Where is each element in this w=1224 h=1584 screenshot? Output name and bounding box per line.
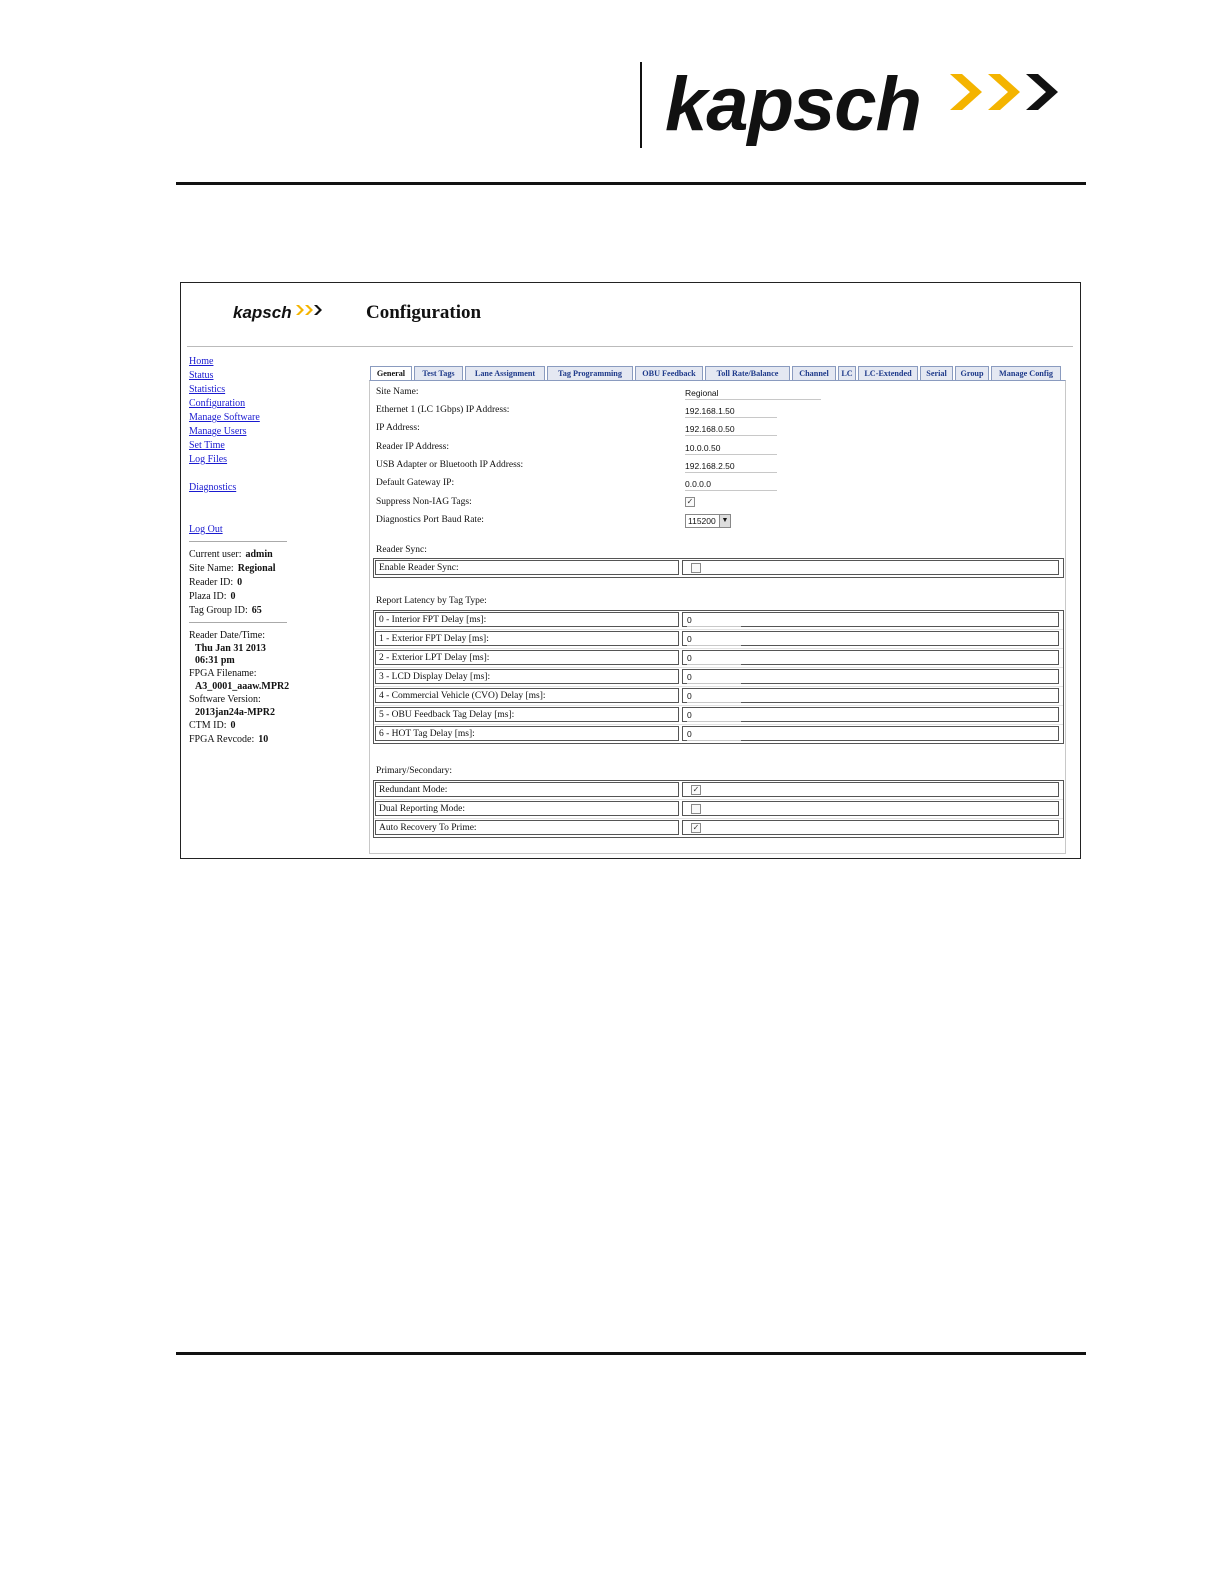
latency-row-cell xyxy=(682,669,1059,684)
nav-spacer xyxy=(189,467,289,481)
reader-date-value: Thu Jan 31 2013 xyxy=(195,643,266,654)
fpga-filename-value: A3_0001_aaaw.MPR2 xyxy=(195,681,290,692)
tab-test-tags[interactable]: Test Tags xyxy=(414,366,463,380)
suppress-field-row xyxy=(376,494,1056,512)
reader-id-value: 0 xyxy=(237,577,243,588)
redundant-mode-checkbox[interactable]: ✓ xyxy=(692,785,700,794)
screenshot-frame xyxy=(180,282,1081,859)
latency-row-cell xyxy=(682,631,1059,646)
latency-row-label: 5 - OBU Feedback Tag Delay [ms]: xyxy=(375,707,679,722)
table-row xyxy=(374,611,1063,630)
kapsch-logo xyxy=(665,60,1085,150)
tab-channel[interactable]: Channel xyxy=(792,366,836,380)
nav-logout-link[interactable]: Log Out xyxy=(189,524,223,535)
reader-ip-label: Reader IP Address: xyxy=(376,442,449,452)
latency-table xyxy=(373,610,1064,744)
reader-ip-input[interactable]: 10.0.0.50 xyxy=(685,442,777,455)
tab-lc-extended[interactable]: LC-Extended xyxy=(858,366,918,380)
table-row xyxy=(374,819,1063,837)
software-version-value: 2013jan24a-MPR2 xyxy=(195,707,275,718)
current-user-row: Current user: admin xyxy=(189,549,273,560)
latency-input[interactable]: 0 xyxy=(687,614,741,627)
auto-recovery-checkbox[interactable]: ✓ xyxy=(692,823,700,832)
enable-reader-sync-checkbox[interactable] xyxy=(691,563,701,573)
usb-ip-field-row xyxy=(376,457,1056,475)
nav-manage-users-link[interactable]: Manage Users xyxy=(189,426,247,437)
tab-lane-assignment[interactable]: Lane Assignment xyxy=(465,366,545,380)
latency-row-label: 6 - HOT Tag Delay [ms]: xyxy=(375,726,679,741)
latency-row-label: 3 - LCD Display Delay [ms]: xyxy=(375,669,679,684)
reader-datetime-label: Reader Date/Time: xyxy=(189,630,266,641)
enable-reader-sync-cell xyxy=(682,560,1059,575)
dual-reporting-mode-cell xyxy=(682,801,1059,816)
table-row xyxy=(374,706,1063,725)
ip-address-label: IP Address: xyxy=(376,423,420,433)
latency-input[interactable]: 0 xyxy=(687,671,741,684)
reader-time-value: 06:31 pm xyxy=(195,655,235,666)
baud-field-row xyxy=(376,512,1056,530)
latency-row-label: 1 - Exterior FPT Delay [ms]: xyxy=(375,631,679,646)
nav-configuration-link[interactable]: Configuration xyxy=(189,398,246,409)
latency-input[interactable]: 0 xyxy=(687,728,741,741)
latency-title: Report Latency by Tag Type: xyxy=(376,596,487,606)
site-name-label: Site Name: xyxy=(376,387,419,397)
plaza-id-row: Plaza ID: 0 xyxy=(189,591,236,602)
current-user-value: admin xyxy=(245,549,273,560)
tag-group-id-value: 65 xyxy=(251,605,262,616)
tab-toll-rate-balance[interactable]: Toll Rate/Balance xyxy=(705,366,790,380)
site-name-field-row xyxy=(376,384,1056,402)
eth1-ip-input[interactable]: 192.168.1.50 xyxy=(685,405,777,418)
dual-reporting-mode-label: Dual Reporting Mode: xyxy=(375,801,679,816)
reader-sync-title: Reader Sync: xyxy=(376,545,427,555)
nav-diagnostics-link[interactable]: Diagnostics xyxy=(189,482,237,493)
sidebar-divider xyxy=(189,622,287,623)
redundant-mode-cell xyxy=(682,782,1059,797)
page-title: Configuration xyxy=(366,302,482,323)
latency-row-label: 4 - Commercial Vehicle (CVO) Delay [ms]: xyxy=(375,688,679,703)
site-name-value: Regional xyxy=(237,563,276,574)
table-row xyxy=(374,687,1063,706)
logo-arrows-icon xyxy=(948,68,1068,128)
software-version-label: Software Version: xyxy=(189,694,261,705)
tab-tag-programming[interactable]: Tag Programming xyxy=(547,366,633,380)
sidebar-divider xyxy=(189,541,287,542)
baud-select[interactable] xyxy=(685,514,731,528)
site-name-input[interactable]: Regional xyxy=(685,387,821,400)
site-name-row: Site Name: Regional xyxy=(189,563,276,574)
tab-general[interactable]: General xyxy=(370,366,412,381)
tab-group[interactable]: Group xyxy=(955,366,989,380)
baud-select-value: 115200 xyxy=(688,516,716,526)
nav-statistics-link[interactable]: Statistics xyxy=(189,384,226,395)
chevron-down-icon[interactable]: ▼ xyxy=(719,515,730,527)
app-logo-arrows-icon xyxy=(296,304,326,318)
nav-status-link[interactable]: Status xyxy=(189,370,214,381)
reader-id-row: Reader ID: 0 xyxy=(189,577,243,588)
table-row xyxy=(374,559,1063,577)
tab-obu-feedback[interactable]: OBU Feedback xyxy=(635,366,703,380)
top-rule xyxy=(176,182,1086,185)
fpga-revcode-row: FPGA Revcode: 10 xyxy=(189,734,269,745)
nav-manage-software-link[interactable]: Manage Software xyxy=(189,412,260,423)
sidebar xyxy=(189,355,289,747)
auto-recovery-label: Auto Recovery To Prime: xyxy=(375,820,679,835)
eth1-ip-label: Ethernet 1 (LC 1Gbps) IP Address: xyxy=(376,405,510,415)
latency-row-label: 0 - Interior FPT Delay [ms]: xyxy=(375,612,679,627)
table-row xyxy=(374,668,1063,687)
app-logo xyxy=(233,301,343,325)
latency-row-cell xyxy=(682,707,1059,722)
header-divider xyxy=(640,62,642,148)
ctm-id-row: CTM ID: 0 xyxy=(189,720,236,731)
ctm-id-value: 0 xyxy=(230,720,236,731)
suppress-label: Suppress Non-IAG Tags: xyxy=(376,497,472,507)
nav-set-time-link[interactable]: Set Time xyxy=(189,440,225,451)
config-tabs xyxy=(370,366,1063,380)
latency-row-label: 2 - Exterior LPT Delay [ms]: xyxy=(375,650,679,665)
fpga-revcode-value: 10 xyxy=(258,734,269,745)
latency-input[interactable]: 0 xyxy=(687,690,741,703)
table-row xyxy=(374,630,1063,649)
nav-spacer xyxy=(189,495,289,523)
app-logo-wordmark: kapsch xyxy=(233,303,292,322)
dual-reporting-mode-checkbox[interactable] xyxy=(691,804,701,814)
nav-home-link[interactable]: Home xyxy=(189,356,214,367)
suppress-checkbox[interactable]: ✓ xyxy=(686,497,694,506)
gateway-input[interactable]: 0.0.0.0 xyxy=(685,478,777,491)
reader-ip-field-row xyxy=(376,439,1056,457)
latency-row-cell xyxy=(682,650,1059,665)
tab-manage-config[interactable]: Manage Config xyxy=(991,366,1061,380)
auto-recovery-cell xyxy=(682,820,1059,835)
logo-wordmark: kapsch xyxy=(665,62,921,147)
tab-lc[interactable]: LC xyxy=(838,366,856,380)
usb-ip-input[interactable]: 192.168.2.50 xyxy=(685,460,777,473)
redundant-mode-label: Redundant Mode: xyxy=(375,782,679,797)
gateway-label: Default Gateway IP: xyxy=(376,478,455,488)
table-row xyxy=(374,781,1063,800)
bottom-rule xyxy=(176,1352,1086,1355)
latency-input[interactable]: 0 xyxy=(687,652,741,665)
general-panel xyxy=(369,380,1066,854)
table-row xyxy=(374,725,1063,743)
fpga-filename-label: FPGA Filename: xyxy=(189,668,257,679)
latency-row-cell xyxy=(682,688,1059,703)
nav-log-files-link[interactable]: Log Files xyxy=(189,454,228,465)
table-row xyxy=(374,800,1063,819)
tag-group-id-row: Tag Group ID: 65 xyxy=(189,605,262,616)
plaza-id-value: 0 xyxy=(230,591,236,602)
header-rule xyxy=(187,346,1073,347)
latency-input[interactable]: 0 xyxy=(687,633,741,646)
latency-row-cell xyxy=(682,726,1059,741)
latency-input[interactable]: 0 xyxy=(687,709,741,722)
ip-address-field-row xyxy=(376,420,1056,438)
eth1-ip-field-row xyxy=(376,402,1056,420)
table-row xyxy=(374,649,1063,668)
sidebar-nav xyxy=(189,355,289,537)
baud-label: Diagnostics Port Baud Rate: xyxy=(376,515,484,525)
tab-serial[interactable]: Serial xyxy=(920,366,953,380)
reader-sync-table xyxy=(373,558,1064,578)
usb-ip-label: USB Adapter or Bluetooth IP Address: xyxy=(376,460,524,470)
latency-row-cell xyxy=(682,612,1059,627)
primary-secondary-title: Primary/Secondary: xyxy=(376,766,452,776)
primary-secondary-table xyxy=(373,780,1064,838)
gateway-field-row xyxy=(376,475,1056,493)
ip-address-input[interactable]: 192.168.0.50 xyxy=(685,423,777,436)
enable-reader-sync-label: Enable Reader Sync: xyxy=(375,560,679,575)
